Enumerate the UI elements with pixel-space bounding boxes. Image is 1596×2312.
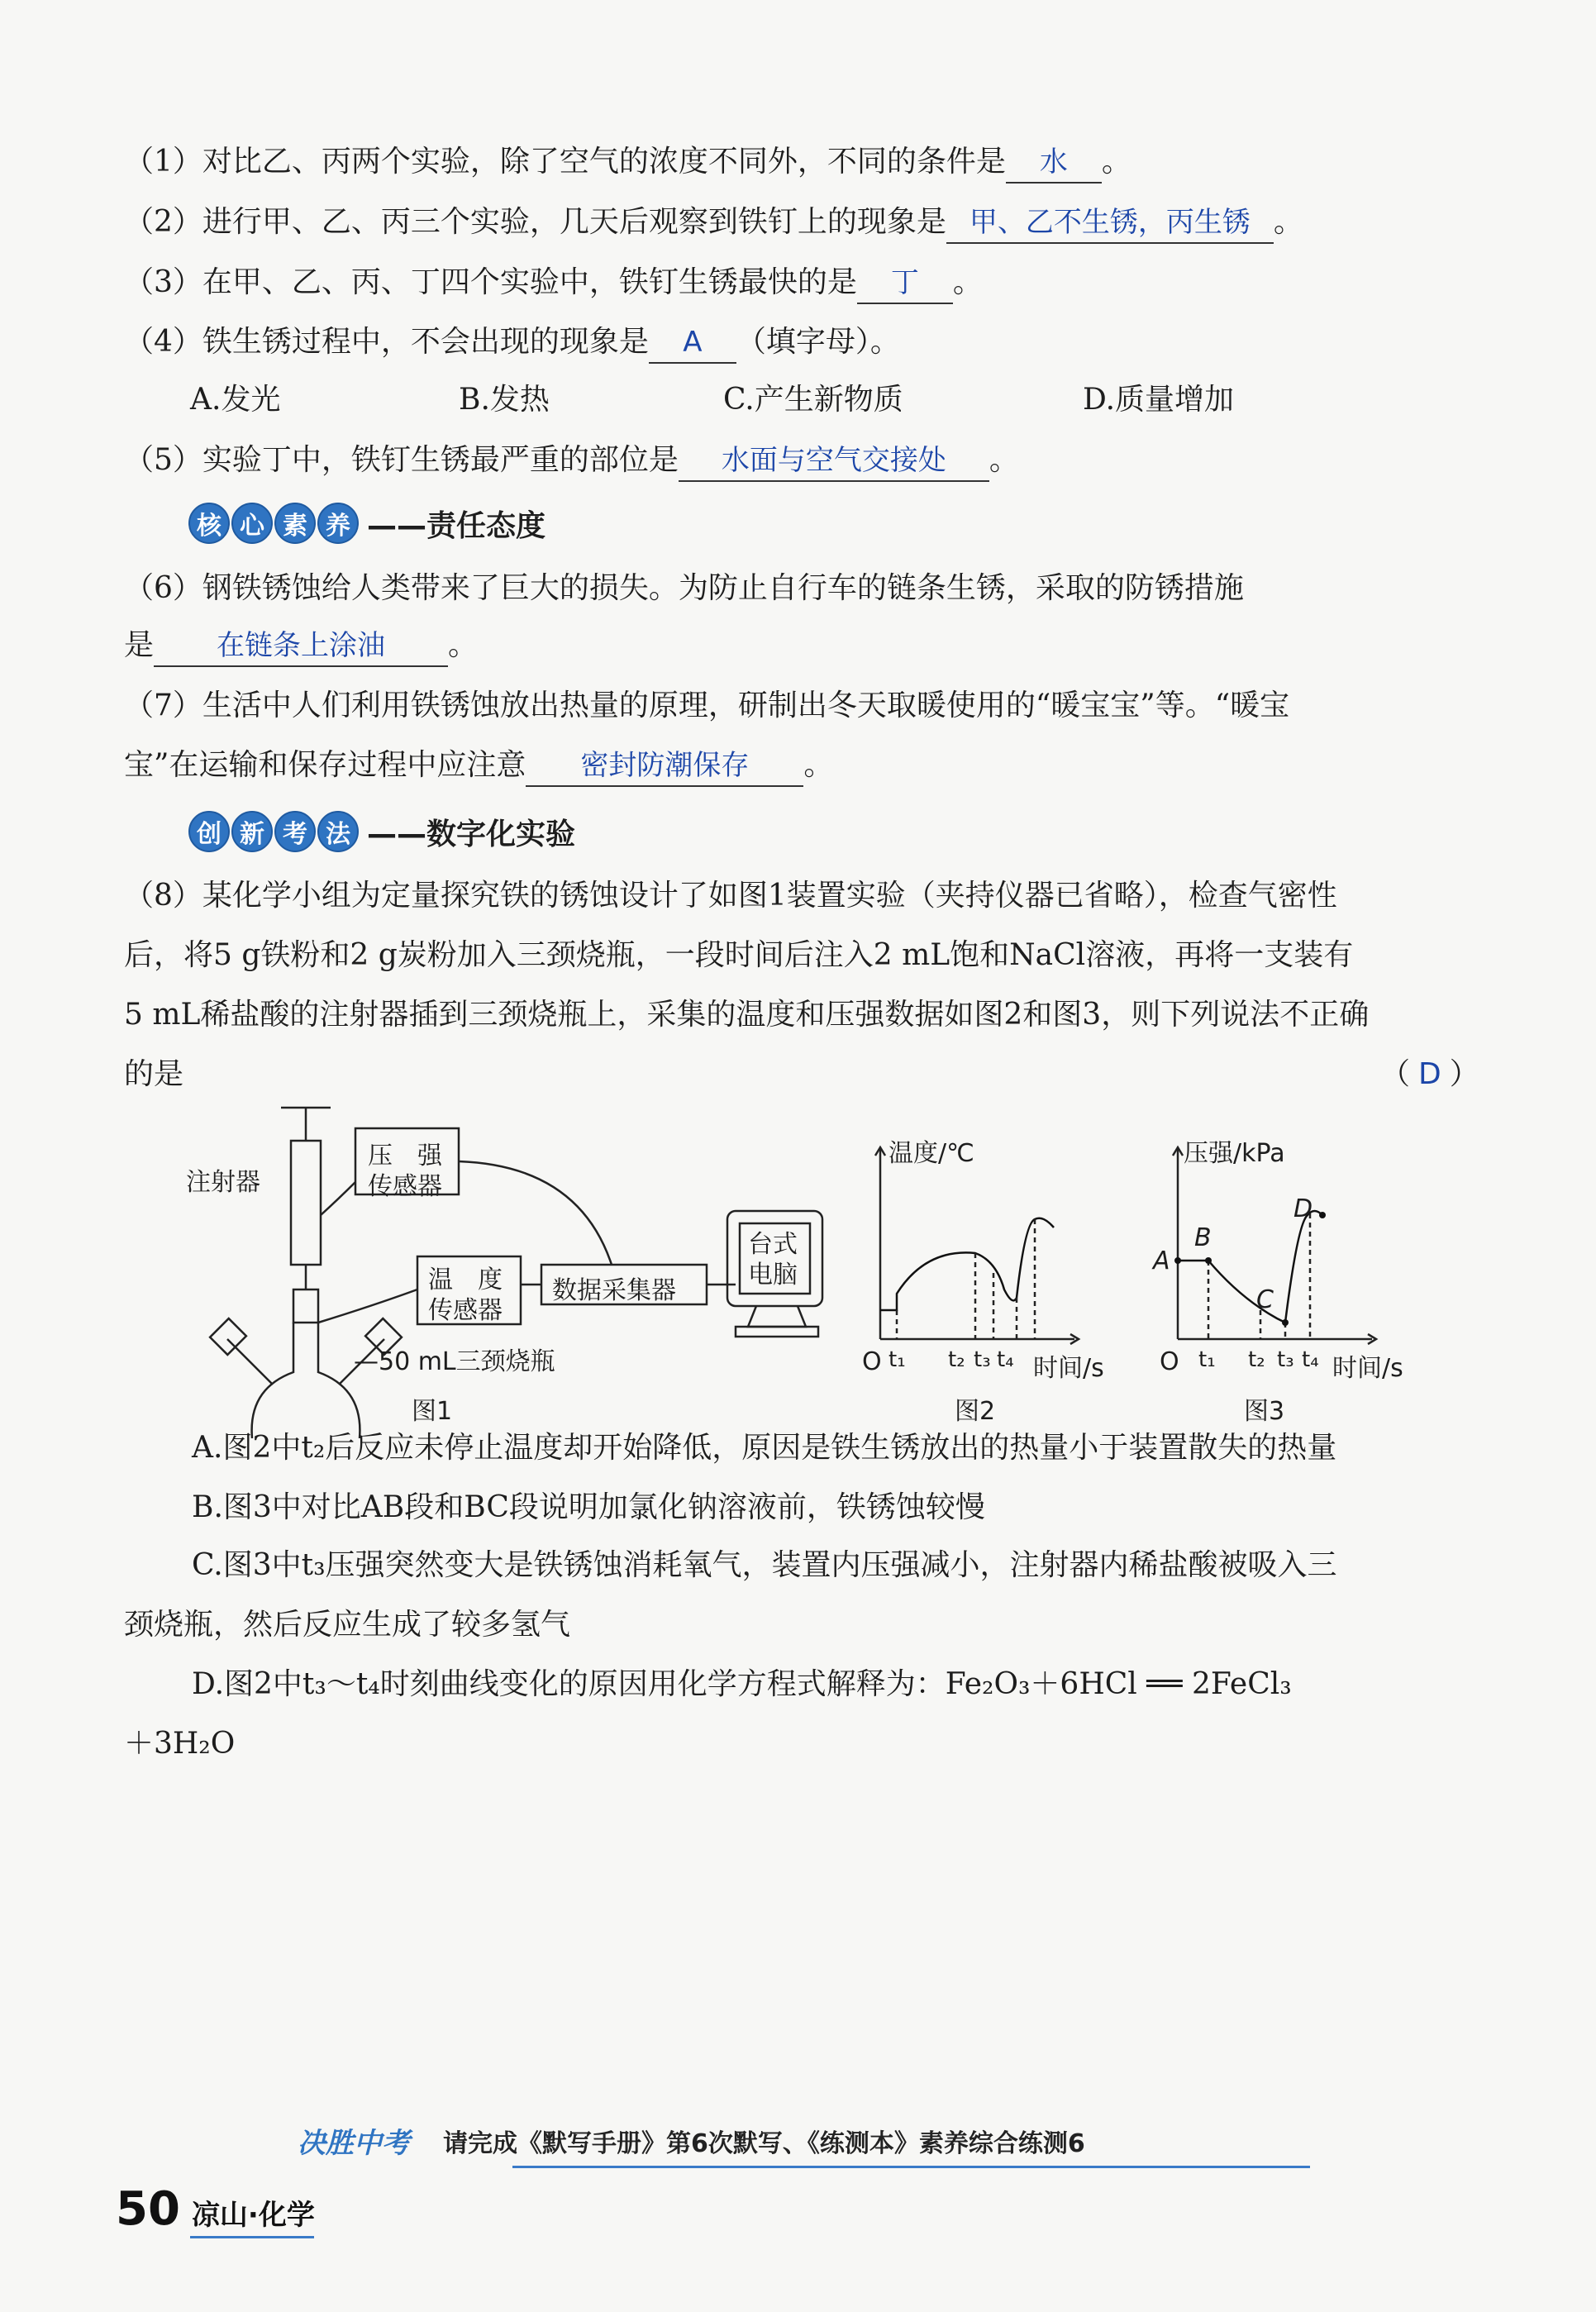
badge-char: 新	[231, 811, 273, 852]
question-text: 的是	[124, 1057, 184, 1091]
flask-label: —50 mL三颈烧瓶	[354, 1347, 555, 1376]
section-core-literacy	[188, 500, 545, 546]
question-end: 。	[952, 265, 983, 299]
question-8-line-4	[124, 1055, 1479, 1094]
figure-2-origin: O	[862, 1347, 882, 1376]
point-d-label: D	[1293, 1194, 1313, 1223]
figure-3-tick-t3: t₃	[1277, 1347, 1294, 1372]
answer-blank: 丁	[857, 263, 953, 304]
option-text: ＋3H₂O	[124, 1727, 236, 1761]
figures-svg	[0, 1091, 1596, 1438]
paren-close: ）	[1449, 1057, 1479, 1091]
syringe-drawing	[281, 1108, 331, 1289]
badge-char: 考	[274, 811, 316, 852]
option-text: C.图3中t₃压强突然变大是铁锈蚀消耗氧气，装置内压强减小，注射器内稀盐酸被吸入三	[192, 1548, 1337, 1582]
question-text: 是	[124, 628, 155, 662]
section-title: ——责任态度	[367, 508, 546, 543]
paren-open: （	[1380, 1057, 1411, 1091]
answer-letter: D	[1418, 1057, 1441, 1091]
figure-2-tick-t4: t₄	[997, 1347, 1014, 1372]
question-text: 后，将5 g铁粉和2 g炭粉加入三颈烧瓶，一段时间后注入2 mL饱和NaCl溶液，再将一支装有	[124, 938, 1354, 972]
answer-blank: 水面与空气交接处	[679, 441, 989, 482]
question-8-line-1	[124, 876, 1479, 916]
question-end: 。	[1273, 205, 1303, 239]
q8-option-c-2	[124, 1605, 1479, 1645]
figure-3-tick-t1: t₁	[1198, 1347, 1216, 1372]
footer-underline	[190, 2236, 314, 2238]
option-c: C.产生新物质	[723, 383, 903, 417]
temp-sensor-label-1: 温 度	[428, 1266, 503, 1294]
option-text: A.图2中t₂后反应未停止温度却开始降低，原因是铁生锈放出的热量小于装置散失的热量	[192, 1431, 1337, 1465]
footer-logo: 决胜中考	[298, 2127, 410, 2160]
figure-2-caption: 图2	[955, 1397, 996, 1426]
computer-label-2: 电脑	[748, 1261, 798, 1289]
question-end: 。	[448, 628, 479, 662]
question-8-line-3	[124, 995, 1479, 1035]
question-6-line-1	[124, 569, 1479, 608]
question-8-line-2	[124, 936, 1479, 975]
question-2	[124, 203, 1479, 244]
badge-char: 养	[317, 503, 359, 544]
page-number: 50	[116, 2182, 180, 2236]
footer-banner	[298, 2120, 1085, 2161]
figure-2-ylabel: 温度/℃	[889, 1139, 974, 1168]
badge-char: 创	[188, 811, 230, 852]
answer-paren	[1380, 1055, 1479, 1094]
badge-char: 素	[274, 503, 316, 544]
badge-char: 核	[188, 503, 230, 544]
q8-option-d-1	[192, 1665, 1547, 1704]
question-text: 宝”在运输和保存过程中应注意	[124, 748, 526, 782]
q8-option-a	[192, 1428, 1547, 1468]
option-b: B.发热	[459, 383, 550, 417]
option-text: B.图3中对比AB段和BC段说明加氯化钠溶液前，铁锈蚀较慢	[192, 1490, 985, 1524]
point-a-label: A	[1153, 1247, 1170, 1275]
question-text: （1）对比乙、丙两个实验，除了空气的浓度不同外，不同的条件是	[124, 145, 1006, 179]
question-text: （3）在甲、乙、丙、丁四个实验中，铁钉生锈最快的是	[124, 265, 857, 299]
question-7-line-1	[124, 686, 1479, 726]
point-b-label: B	[1194, 1223, 1212, 1252]
question-text: （2）进行甲、乙、丙三个实验，几天后观察到铁钉上的现象是	[124, 205, 946, 239]
question-6-line-2	[124, 626, 1479, 667]
question-text: （8）某化学小组为定量探究铁的锈蚀设计了如图1装置实验（夹持仪器已省略），检查气密性	[124, 879, 1337, 913]
question-5	[124, 441, 1479, 482]
option-text: D.图2中t₃～t₄时刻曲线变化的原因用化学方程式解释为：Fe₂O₃＋6HCl ══ 2FeCl₃	[192, 1667, 1292, 1701]
syringe-label: 注射器	[186, 1168, 260, 1197]
q8-option-c-1	[192, 1546, 1547, 1585]
pressure-sensor-label-1: 压 强	[368, 1142, 442, 1170]
subject-label: 凉山·化学	[191, 2199, 315, 2232]
figure-3-xlabel: 时间/s	[1332, 1354, 1403, 1383]
temp-sensor-label-2: 传感器	[428, 1296, 503, 1325]
figure-2-xlabel: 时间/s	[1033, 1354, 1104, 1383]
footer-instruction: 请完成《默写手册》第6次默写、《练测本》素养综合练测6	[443, 2128, 1085, 2158]
footer-rule	[512, 2166, 1310, 2168]
figure-1-caption: 图1	[412, 1397, 453, 1426]
figure-3-ylabel: 压强/kPa	[1184, 1139, 1285, 1168]
page-footer	[116, 2182, 315, 2236]
computer-label-1: 台式	[748, 1230, 798, 1259]
figure-2-tick-t3: t₃	[974, 1347, 991, 1372]
question-text: （4）铁生锈过程中，不会出现的现象是	[124, 325, 649, 359]
pressure-sensor-label-2: 传感器	[368, 1172, 442, 1201]
question-end: 。	[989, 443, 1019, 477]
question-text: 5 mL稀盐酸的注射器插到三颈烧瓶上，采集的温度和压强数据如图2和图3，则下列说法不正确	[124, 998, 1370, 1032]
figure-2-tick-t1: t₁	[889, 1347, 906, 1372]
question-end: （填字母）。	[736, 325, 900, 359]
question-7-line-2	[124, 746, 1479, 787]
section-innovation	[188, 808, 575, 855]
option-d: D.质量增加	[1083, 383, 1235, 417]
figure-2-axes	[875, 1147, 1079, 1344]
figure-3-tick-t2: t₂	[1248, 1347, 1265, 1372]
collector-label: 数据采集器	[552, 1276, 676, 1305]
badge-char: 法	[317, 811, 359, 852]
question-1	[124, 142, 1479, 184]
point-c-label: C	[1256, 1285, 1274, 1314]
q8-option-d-2	[124, 1724, 1479, 1764]
answer-blank: 水	[1006, 142, 1102, 184]
option-a: A.发光	[190, 383, 281, 417]
badge-char: 心	[231, 503, 273, 544]
answer-blank: A	[649, 322, 736, 364]
question-text: （7）生活中人们利用铁锈蚀放出热量的原理，研制出冬天取暖使用的“暖宝宝”等。“暖宝	[124, 689, 1290, 722]
figure-2-tick-t2: t₂	[948, 1347, 965, 1372]
answer-blank: 在链条上涂油	[154, 626, 448, 667]
question-text: （6）钢铁锈蚀给人类带来了巨大的损失。为防止自行车的链条生锈，采取的防锈措施	[124, 571, 1244, 605]
question-4	[124, 322, 1479, 364]
q8-option-b	[192, 1488, 1547, 1528]
question-text: （5）实验丁中，铁钉生锈最严重的部位是	[124, 443, 679, 477]
figure-3-origin: O	[1160, 1347, 1179, 1376]
option-text: 颈烧瓶，然后反应生成了较多氢气	[124, 1608, 571, 1642]
answer-blank: 甲、乙不生锈，丙生锈	[946, 203, 1274, 244]
figure-3-caption: 图3	[1244, 1397, 1285, 1426]
answer-blank: 密封防潮保存	[526, 746, 803, 787]
section-title: ——数字化实验	[367, 817, 576, 851]
question-end: 。	[1101, 145, 1131, 179]
figure-3-tick-t4: t₄	[1302, 1347, 1319, 1372]
question-end: 。	[803, 748, 834, 782]
question-3	[124, 263, 1479, 304]
